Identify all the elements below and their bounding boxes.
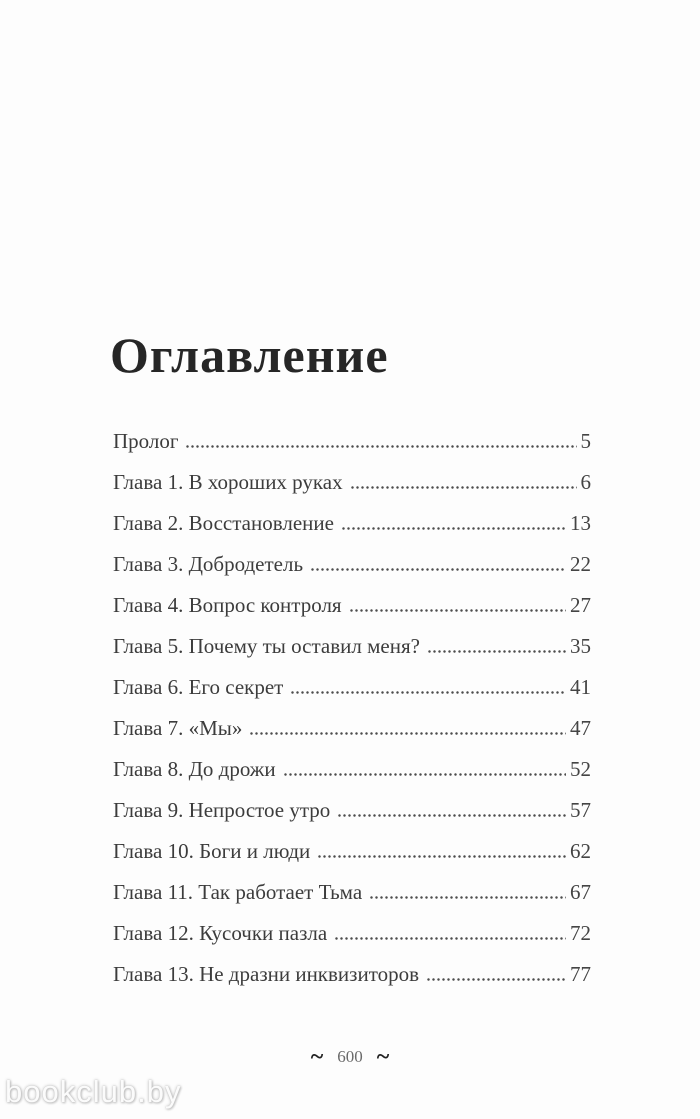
toc-entry-page: 41 [570,675,591,699]
toc-entry [113,715,591,742]
toc-entry-title: Глава 11. Так работает Тьма [113,880,363,904]
dot-leader [310,568,566,571]
dot-leader [334,937,566,940]
toc-entry-page: 67 [570,880,591,904]
toc-entry-title: Глава 2. Восстановление [113,511,334,535]
dot-leader [349,609,566,612]
toc-entry-title: Глава 12. Кусочки пазла [113,921,328,945]
toc-entry-title: Глава 13. Не дразни инквизиторов [113,962,420,986]
toc-entry [113,797,591,824]
folio-page-number: 600 [337,1047,363,1066]
toc-entry [113,510,591,537]
dot-leader [369,896,566,899]
toc-entry-page: 13 [570,511,591,535]
toc-entry-page: 22 [570,552,591,576]
toc-entry [113,961,591,988]
page-footer [0,1044,700,1071]
dot-leader [317,855,566,858]
toc-entry-title: Глава 9. Непростое утро [113,798,331,822]
dot-leader [341,527,566,530]
toc-entry [113,674,591,701]
toc-entry-page: 35 [570,634,591,658]
toc-entry-title: Глава 3. Добродетель [113,552,304,576]
dot-leader [249,732,566,735]
toc-entry-title: Глава 6. Его секрет [113,675,284,699]
dot-leader [283,773,566,776]
toc-entry-title: Пролог [113,429,179,453]
toc-entry-page: 57 [570,798,591,822]
toc-entry-title: Глава 4. Вопрос контроля [113,593,342,617]
table-of-contents [113,428,591,1002]
dot-leader [426,978,566,981]
dot-leader [337,814,566,817]
toc-entry-page: 62 [570,839,591,863]
toc-entry-page: 47 [570,716,591,740]
dot-leader [350,486,577,489]
toc-entry [113,838,591,865]
dot-leader [185,445,576,448]
toc-entry [113,428,591,455]
toc-entry-title: Глава 10. Боги и люди [113,839,311,863]
toc-entry [113,592,591,619]
toc-entry-page: 77 [570,962,591,986]
toc-entry [113,756,591,783]
toc-entry-title: Глава 1. В хороших руках [113,470,343,494]
toc-entry [113,920,591,947]
toc-entry-page: 72 [570,921,591,945]
toc-entry-page: 27 [570,593,591,617]
toc-entry-page: 52 [570,757,591,781]
toc-entry [113,469,591,496]
toc-entry-title: Глава 8. До дрожи [113,757,276,781]
toc-entry-title: Глава 7. «Мы» [113,716,243,740]
toc-entry-title: Глава 5. Почему ты оставил меня? [113,634,420,658]
dot-leader [427,650,566,653]
page-title: Оглавление [110,326,389,383]
toc-entry [113,633,591,660]
swung-dash-left-ornament: ~ [310,1044,324,1070]
toc-entry [113,879,591,906]
toc-entry [113,551,591,578]
toc-entry-page: 6 [580,470,591,494]
toc-entry-page: 5 [580,429,591,453]
dot-leader [290,691,566,694]
watermark: bookclub.by [5,1074,182,1109]
swung-dash-right-ornament: ~ [376,1044,390,1070]
